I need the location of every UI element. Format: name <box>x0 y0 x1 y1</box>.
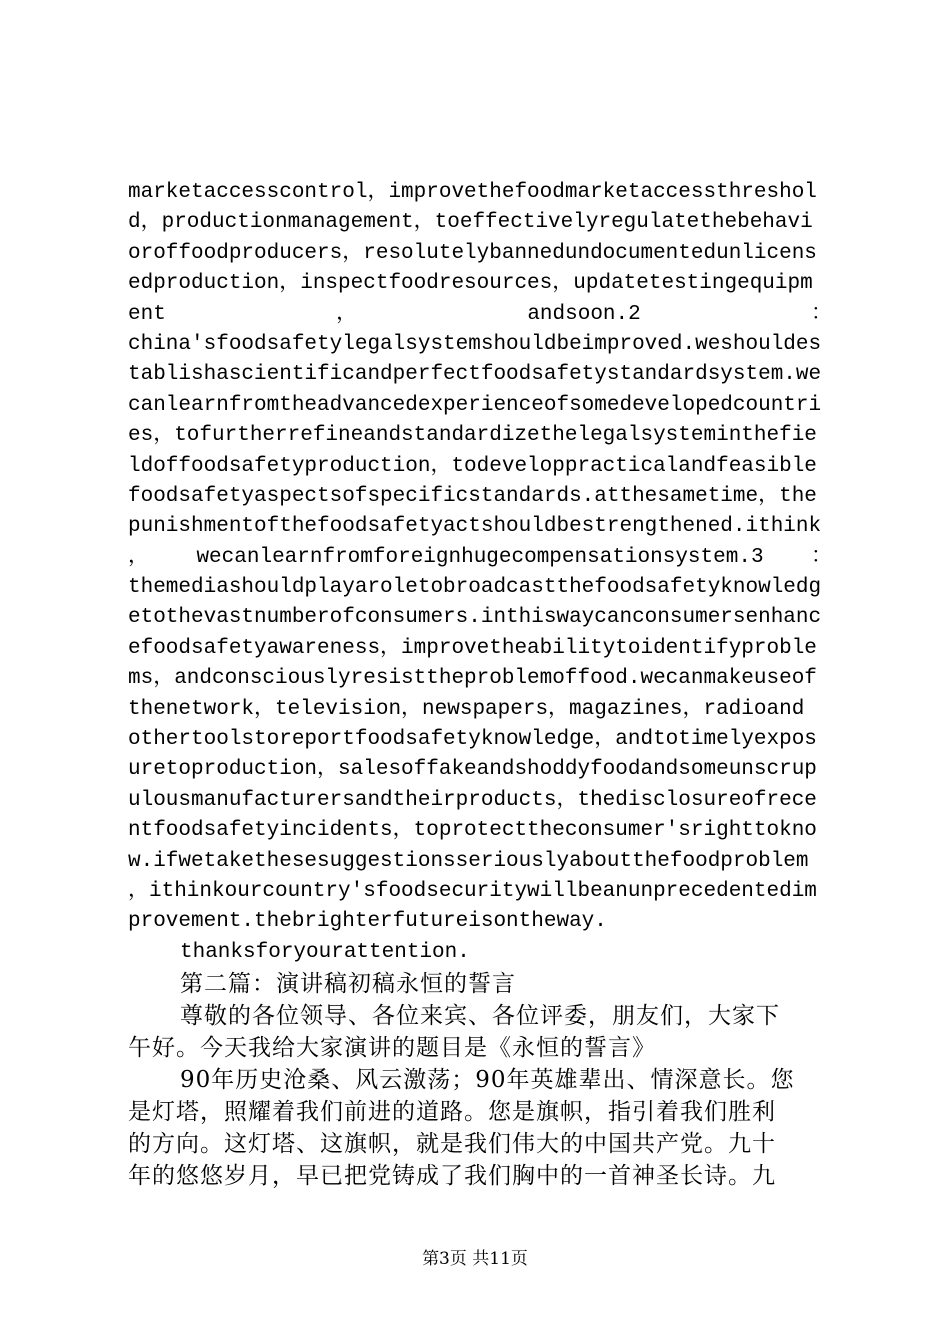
document-body <box>128 178 832 1192</box>
page-number: 第3页 共11页 <box>422 1249 528 1269</box>
chapter-title: 第二篇：演讲稿初稿永恒的誓言 <box>180 971 516 998</box>
body-line: marketaccesscontrol，improvethefoodmarketaccessthreshol <box>128 181 817 204</box>
paragraph-line: 尊敬的各位领导、各位来宾、各位评委，朋友们，大家下 <box>180 1003 780 1030</box>
body-line: punishmentofthefoodsafetyactshouldbestrengthened.ithink <box>128 515 822 539</box>
paragraph-line: 是灯塔，照耀着我们前进的道路。您是旗帜，指引着我们胜利 <box>128 1099 776 1126</box>
spread-segment: ： <box>810 302 832 326</box>
body-line: themediashouldplayaroletobroadcastthefoodsafetyknowledg <box>128 576 822 600</box>
body-line: thenetwork，television，newspapers，magazines，radioand <box>128 697 805 721</box>
body-line: ms，andconsciouslyresisttheproblemoffood.wecanmakeuseof <box>128 667 817 691</box>
body-line: oroffoodproducers，resolutelybannedundocumentedunlicens <box>128 241 817 265</box>
spread-segment: wecanlearnfromforeignhugecompensationsystem.3 <box>196 545 764 569</box>
spread-segment: ： <box>811 545 832 569</box>
body-line: edproduction，inspectfoodresources，updatetestingequipm <box>128 272 813 296</box>
thanks-line: thanksforyourattention. <box>180 940 470 964</box>
body-line: ntfoodsafetyincidents，toprotecttheconsumer'srighttokno <box>128 819 817 843</box>
body-line: china'sfoodsafetylegalsystemshouldbeimproved.weshouldes <box>128 332 822 356</box>
body-line: tablishascientificandperfectfoodsafetystandardsystem.we <box>128 363 822 387</box>
spread-segment: ， <box>128 545 149 569</box>
body-line-spread <box>128 300 832 330</box>
body-line: etothevastnumberofconsumers.inthiswaycanconsumersenhanc <box>128 606 822 630</box>
spread-segment: andsoon.2 <box>527 302 641 326</box>
body-line: efoodsafetyawareness，improvetheabilitytoidentifyproble <box>128 636 817 660</box>
body-line: uretoproduction，salesoffakeandshoddyfoodandsomeunscrup <box>128 758 817 782</box>
body-line: ldoffoodsafetyproduction，todeveloppracticalandfeasible <box>128 454 817 478</box>
body-line: w.ifwetakethesesuggestionsseriouslyaboutthefoodproblem <box>128 849 809 873</box>
body-line-spread <box>128 543 832 573</box>
paragraph-line: 午好。今天我给大家演讲的题目是《永恒的誓言》 <box>128 1035 656 1062</box>
body-line: ulousmanufacturersandtheirproducts，thedisclosureofrece <box>128 788 817 812</box>
body-line: canlearnfromtheadvancedexperienceofsomedevelopedcountri <box>128 393 822 417</box>
paragraph-line: 年的悠悠岁月，早已把党铸成了我们胸中的一首神圣长诗。九 <box>128 1163 776 1190</box>
spread-segment: ， <box>336 302 358 326</box>
paragraph-line: 的方向。这灯塔、这旗帜，就是我们伟大的中国共产党。九十 <box>128 1131 776 1158</box>
spread-segment: ent <box>128 302 166 326</box>
body-line: provement.thebrighterfutureisontheway. <box>128 910 607 934</box>
body-line: othertoolstoreportfoodsafetyknowledge，andtotimelyexpos <box>128 728 817 752</box>
body-line: d，productionmanagement，toeffectivelyregulatethebehavi <box>128 211 813 235</box>
body-line: foodsafetyaspectsofspecificstandards.atthesametime，the <box>128 484 817 508</box>
body-line: es，tofurtherrefineandstandardizethelegalsysteminthefie <box>128 424 817 448</box>
paragraph-line: 90年历史沧桑、风云激荡；90年英雄辈出、情深意长。您 <box>180 1067 795 1094</box>
body-line: ，ithinkourcountry'sfoodsecuritywillbeanunprecedentedim <box>128 879 817 903</box>
